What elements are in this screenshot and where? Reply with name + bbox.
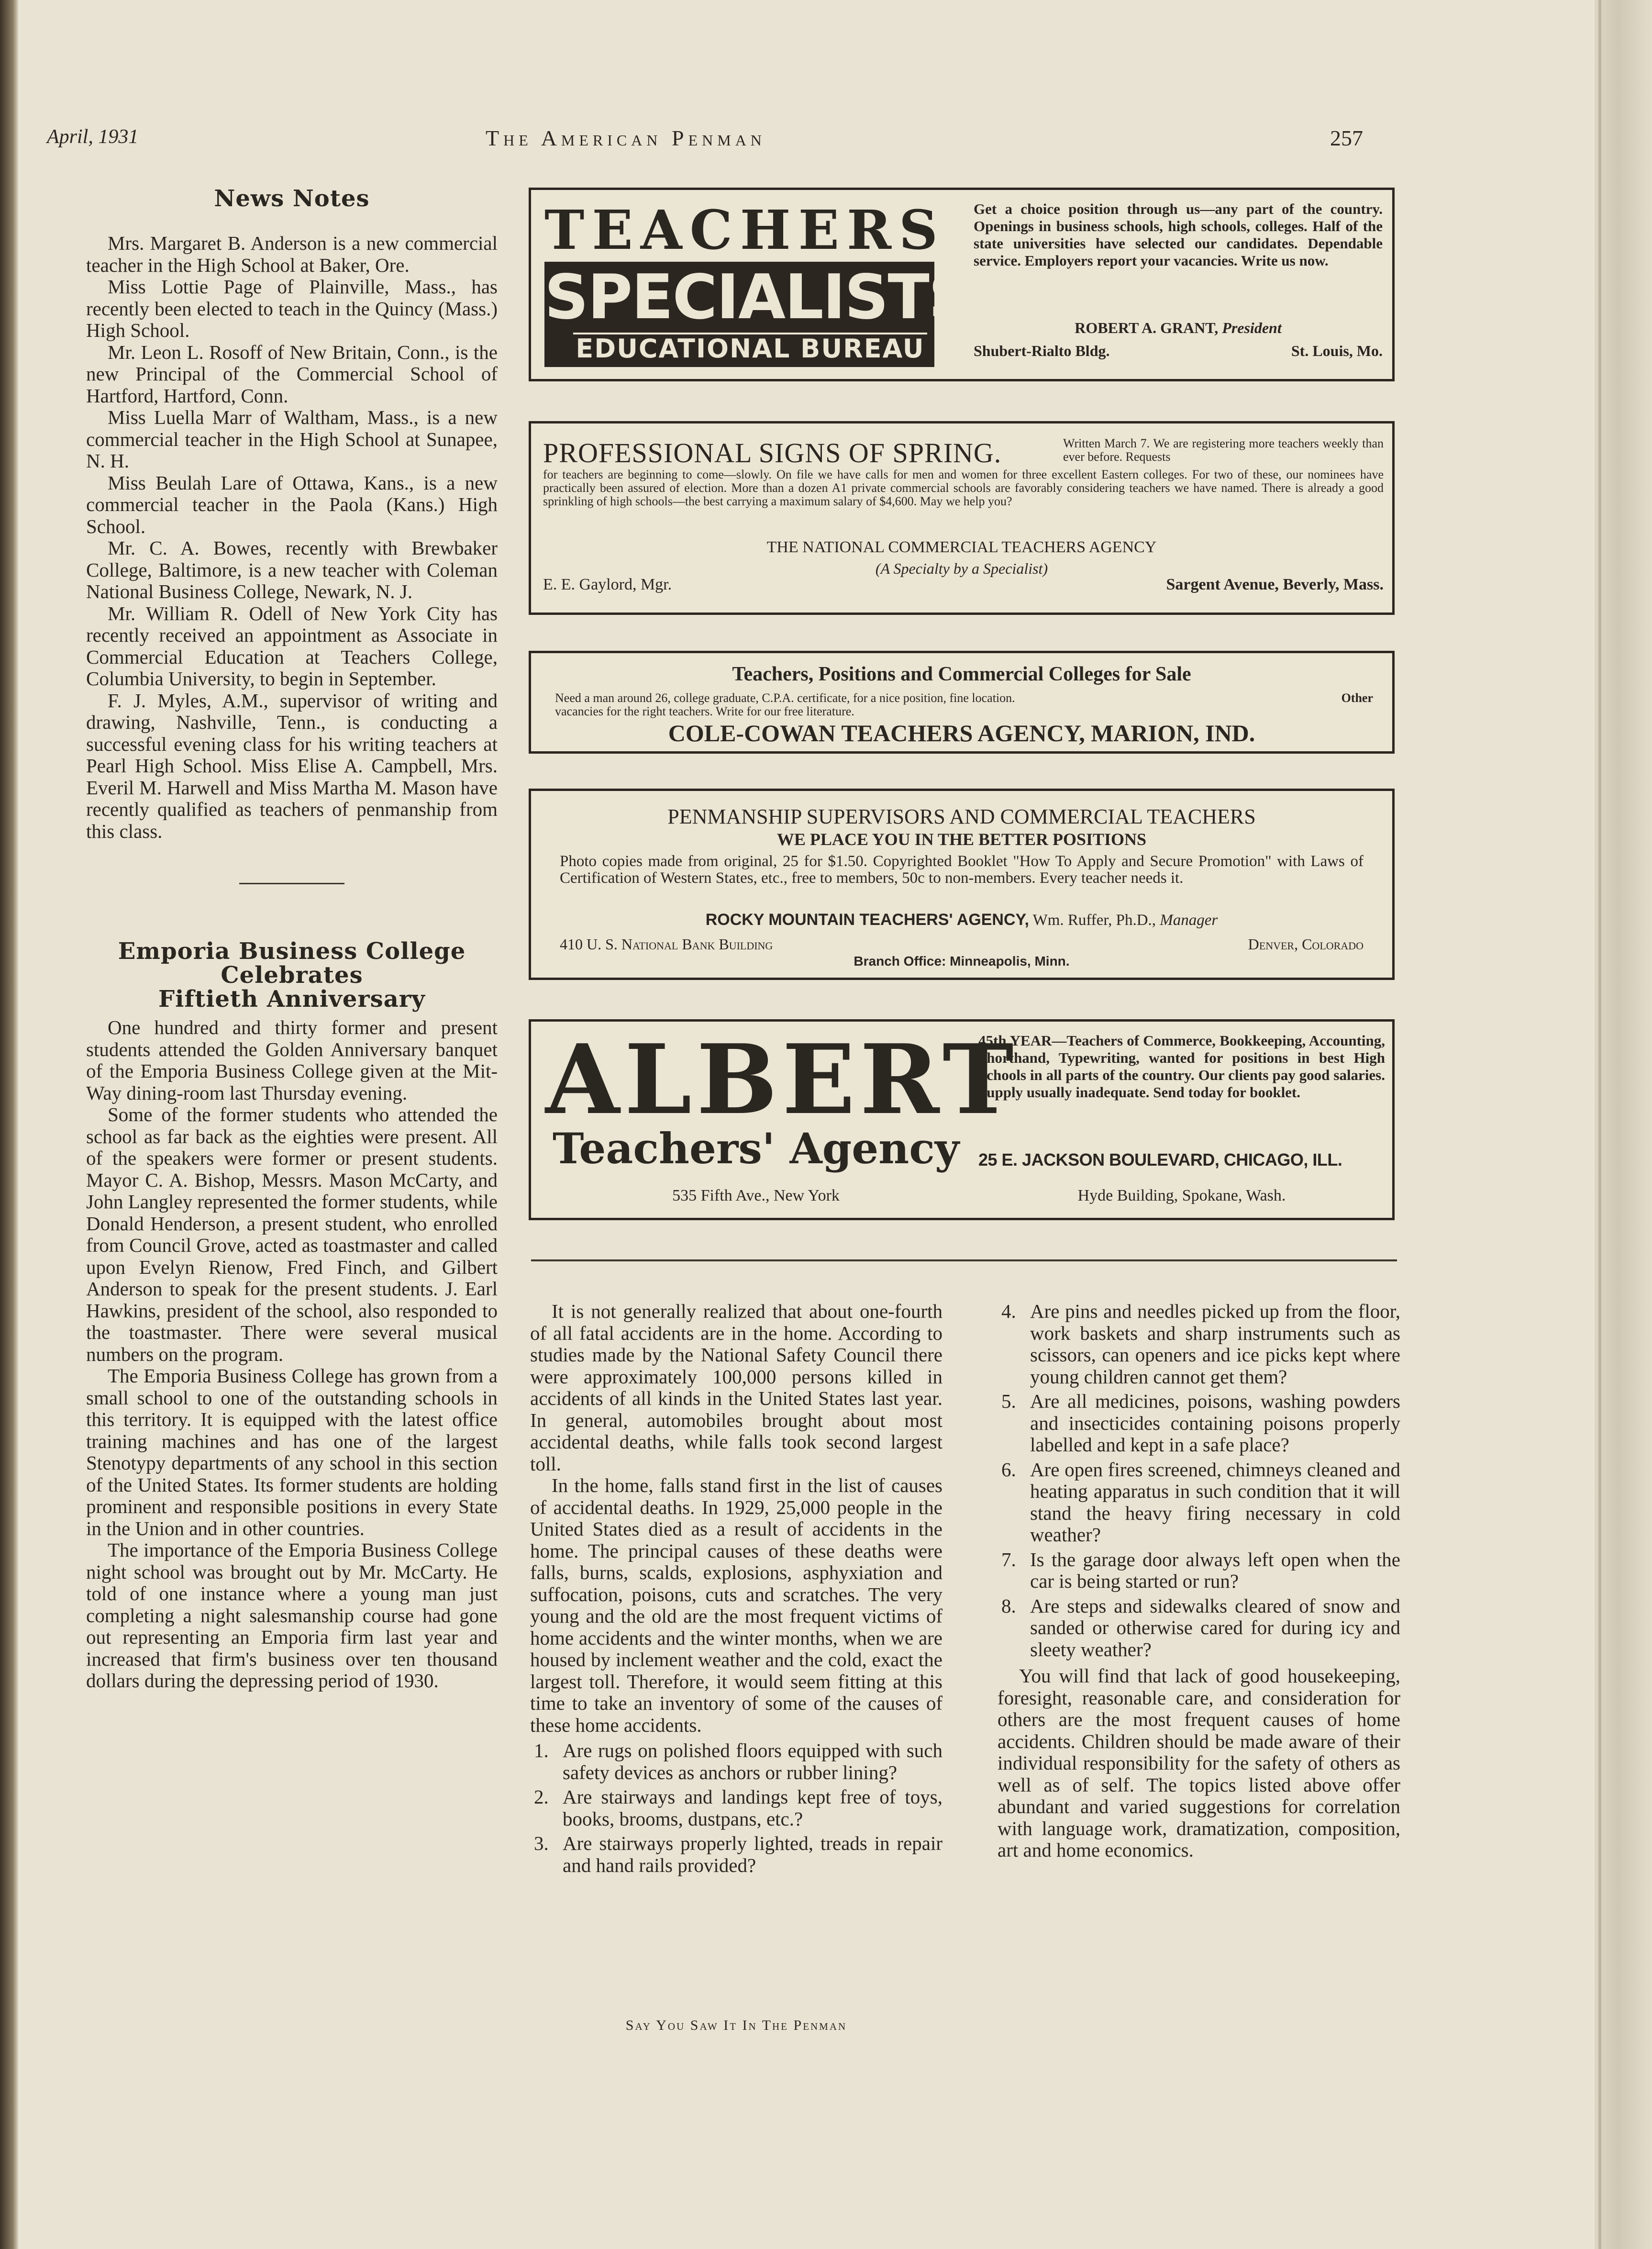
ad-agency-name: THE NATIONAL COMMERCIAL TEACHERS AGENCY <box>766 538 1157 556</box>
article-paragraph: It is not generally realized that about one-fourth of all fatal accidents are in the home. According to studies made by the National Safety Council there were approximately 100,000 persons killed in accidents of all kinds in the United States last year. In general, automobiles brought about most accidental deaths, while falls took second largest toll. <box>530 1300 942 1475</box>
publication-title: The American Penman <box>486 126 766 150</box>
list-text: Are pins and needles picked up from the floor, work baskets and sharp instruments such as scissors, can openers and ice picks kept where young children cannot get them? <box>1030 1300 1400 1388</box>
news-paragraph: Mr. William R. Odell of New York City has recently received an appointment as Associate in Commercial Education at Teachers College, Columbia University, to begin in September. <box>86 602 498 690</box>
list-item <box>998 1595 1400 1661</box>
list-item <box>530 1786 942 1830</box>
ad-address: Sargent Avenue, Beverly, Mass. <box>1166 576 1384 593</box>
ad-wordmark: SPECIALISTS' <box>544 262 990 333</box>
cole-cowan-ad <box>529 651 1395 754</box>
ad-wordmark: TEACHERS <box>544 199 945 262</box>
list-item <box>998 1391 1400 1456</box>
section-divider <box>239 883 344 884</box>
list-number: 7. <box>1001 1548 1016 1570</box>
emporia-paragraph: The importance of the Emporia Business College night school was brought out by Mr. McCarty. He told of one instance where a young man just completing a night salesmanship course had gone out representing an Emporia firm last year and increased that firm's business over ten thousand dollars during the depressing period of 1930. <box>86 1539 498 1692</box>
article-closing: You will find that lack of good housekeeping, foresight, reasonable care, and consideration for others are the most frequent causes of home accidents. Children should be made aware of their individual responsibility for the safety of others as well as of self. The topics listed above offer abundant and varied suggestions for correlation with language work, dramatization, composition, art and home economics. <box>998 1665 1400 1861</box>
accidents-article-left <box>530 1301 942 1879</box>
page-footer: Say You Saw It In The Penman <box>625 2017 847 2033</box>
news-notes-heading: News Notes <box>214 185 370 212</box>
ad-wordmark: ALBERT <box>545 1024 1019 1136</box>
national-commercial-ad <box>529 421 1395 615</box>
ad-city: Denver, Colorado <box>1248 935 1364 953</box>
list-number: 1. <box>534 1739 549 1761</box>
ad-subtitle: WE PLACE YOU IN THE BETTER POSITIONS <box>776 830 1147 849</box>
ad-main-address: 25 E. JACKSON BOULEVARD, CHICAGO, ILL. <box>978 1150 1342 1169</box>
ad-address-row <box>560 935 1364 953</box>
emporia-paragraph: The Emporia Business College has grown from a small school to one of the outstanding schools in this territory. It is equipped with the latest office training machines and has one of the largest Stenotypy departments of any school in this section of the United States. Its former students are holding prominent and responsible positions in every State in the Union and in other countries. <box>86 1365 498 1539</box>
ad-manager-title: Manager <box>1160 912 1218 929</box>
ad-body-text: vacancies for the right teachers. Write for our free literature. <box>555 704 854 718</box>
ad-note: Written March 7. We are registering more teachers weekly than ever before. Requests <box>1063 436 1384 464</box>
issue-date: April, 1931 <box>47 126 139 148</box>
ad-body: for teachers are beginning to come—slowly. On file we have calls for men and women for three excellent Eastern colleges. For two of these, our nominees have practically been assured of election. More than a dozen A1 private commercial schools are favorably considering teachers we have named. There is already a good sprinkling of high schools—the best carrying a maximum salary of $4,600. May we help you? <box>543 468 1384 508</box>
ad-wordmark: Teachers' Agency <box>553 1124 959 1173</box>
list-text: Are open fires screened, chimneys cleaned and heating apparatus in such condition that it will stand the heavy firing necessary in cold weather? <box>1030 1458 1400 1546</box>
list-number: 2. <box>534 1786 549 1808</box>
page-edge <box>1595 0 1652 2249</box>
ad-agency-name: COLE-COWAN TEACHERS AGENCY, MARION, IND. <box>668 720 1255 746</box>
emporia-heading-line: Fiftieth Anniversary <box>158 986 425 1013</box>
news-notes-body <box>86 233 498 842</box>
ad-address: Hyde Building, Spokane, Wash. <box>1077 1187 1286 1204</box>
ad-logo-box <box>544 262 990 367</box>
list-item <box>998 1459 1400 1546</box>
news-paragraph: Miss Lottie Page of Plainville, Mass., has recently been elected to teach in the Quincy (Mass.) High School. <box>86 276 498 341</box>
ad-address-row <box>543 576 1384 594</box>
ad-signature <box>974 319 1383 337</box>
news-paragraph: Mr. C. A. Bowes, recently with Brewbaker College, Baltimore, is a new teacher with Coleman National Business College, Newark, N. J. <box>86 537 498 602</box>
ad-body: 45th YEAR—Teachers of Commerce, Bookkeeping, Accounting, Shorthand, Typewriting, wanted for positions in best High Schools in all parts of the country. Our clients pay good salaries. Supply usually inadequate. Send today for booklet. <box>978 1032 1385 1101</box>
signer-title: President <box>1222 319 1282 336</box>
ad-address-row <box>974 342 1383 360</box>
ad-title: Teachers, Positions and Commercial Colleges for Sale <box>732 663 1191 685</box>
ad-body-text: Other <box>1341 691 1373 705</box>
emporia-paragraph: Some of the former students who attended the school as far back as the eighties were present. All of the speakers were former or present students. Mayor C. A. Bishop, Messrs. Mason McCarty, and John Langley represented the former students, while Donald Henderson, a present student, who enrolled from Council Grove, acted as toastmaster and called upon Evelyn Rienow, Fred Finch, and Gilbert Anderson to speak for the present students. J. Earl Hawkins, president of the school, also responded to the toastmaster. There were several musical numbers on the program. <box>86 1103 498 1365</box>
teachers-specialists-ad <box>529 188 1395 381</box>
ad-building: Shubert-Rialto Bldg. <box>974 342 1110 359</box>
list-number: 6. <box>1001 1458 1016 1481</box>
ad-body-text: Need a man around 26, college graduate, C.P.A. certificate, for a nice position, fine location. <box>555 691 1015 705</box>
emporia-heading-line: Celebrates <box>221 962 363 989</box>
ad-address: 535 Fifth Ave., New York <box>672 1187 840 1204</box>
list-text: Are steps and sidewalks cleared of snow and sanded or otherwise cared for during icy and sleety weather? <box>1030 1594 1400 1660</box>
list-text: Are stairways properly lighted, treads in repair and hand rails provided? <box>563 1832 942 1876</box>
list-item <box>530 1740 942 1783</box>
ad-body <box>555 691 1373 718</box>
binding-edge <box>0 0 18 2249</box>
list-item <box>530 1833 942 1876</box>
ad-wordmark: EDUCATIONAL BUREAU <box>573 333 927 363</box>
list-number: 3. <box>534 1832 549 1854</box>
ad-title: PENMANSHIP SUPERVISORS AND COMMERCIAL TEACHERS <box>667 805 1256 828</box>
list-number: 8. <box>1001 1594 1016 1617</box>
ad-tagline: (A Specialty by a Specialist) <box>875 560 1048 577</box>
news-paragraph: Miss Beulah Lare of Ottawa, Kans., is a new commercial teacher in the Paola (Kans.) High School. <box>86 471 498 537</box>
ad-manager: Wm. Ruffer, Ph.D., <box>1032 912 1156 929</box>
ad-body: Photo copies made from original, 25 for $1.50. Copyrighted Booklet "How To Apply and Secure Promotion" with Laws of Certification of Western States, etc., free to members, 50c to non-members. Every teacher needs it. <box>560 853 1364 887</box>
news-paragraph: F. J. Myles, A.M., supervisor of writing and drawing, Nashville, Tenn., is conducting a successful evening class for his writing teachers at Pearl High School. Miss Elise A. Campbell, Mrs. Everil M. Harwell and Miss Martha M. Mason have recently qualified as teachers of penmanship from this class. <box>86 689 498 842</box>
list-item <box>998 1301 1400 1388</box>
emporia-paragraph: One hundred and thirty former and present students attended the Golden Anniversary banquet of the Emporia Business College given at the Mit-Way dining-room last Thursday evening. <box>86 1016 498 1104</box>
ad-agency-name: ROCKY MOUNTAIN TEACHERS' AGENCY, <box>705 911 1029 929</box>
ad-address: 410 U. S. National Bank Building <box>560 935 773 953</box>
list-text: Are all medicines, poisons, washing powders and insecticides containing poisons properly labelled and kept in a safe place? <box>1030 1390 1400 1456</box>
ad-branch: Branch Office: Minneapolis, Minn. <box>854 954 1070 969</box>
ad-body: Get a choice position through us—any part of the country. Openings in business schools, high schools, colleges. Half of the state universities have selected our candidates. Dependable service. Employers report your vacancies. Write us now. <box>974 200 1383 269</box>
news-paragraph: Miss Luella Marr of Waltham, Mass., is a new commercial teacher in the High School at Sunapee, N. H. <box>86 406 498 472</box>
safety-checklist <box>530 1740 942 1876</box>
albert-agency-ad <box>529 1019 1395 1220</box>
news-paragraph: Mr. Leon L. Rosoff of New Britain, Conn., is the new Principal of the Commercial School of Hartford, Hartford, Conn. <box>86 341 498 407</box>
section-divider <box>531 1259 1397 1261</box>
list-item <box>998 1549 1400 1592</box>
list-text: Are stairways and landings kept free of toys, books, brooms, dustpans, etc.? <box>563 1786 942 1830</box>
emporia-heading <box>86 939 498 1011</box>
article-paragraph: In the home, falls stand first in the list of causes of accidental deaths. In 1929, 25,000 people in the United States died as a result of accidents in the home. The principal causes of these deaths were falls, burns, scalds, explosions, asphyxiation and suffocation, poisons, cuts and scratches. The very young and the old are the most frequent victims of home accidents and the winter months, when we are housed by inclement weather and the cold, exact the largest toll. Therefore, it would seem fitting at this time to take an inventory of some of the causes of these home accidents. <box>530 1474 942 1736</box>
safety-checklist <box>998 1301 1400 1660</box>
list-text: Are rugs on polished floors equipped with such safety devices as anchors or rubber lining? <box>563 1739 942 1783</box>
ad-agency-line <box>531 911 1392 929</box>
rocky-mountain-ad <box>529 789 1395 980</box>
list-number: 5. <box>1001 1390 1016 1412</box>
list-number: 4. <box>1001 1300 1016 1322</box>
ad-title: PROFESSIONAL SIGNS OF SPRING. <box>543 437 1002 468</box>
list-text: Is the garage door always left open when the car is being started or run? <box>1030 1548 1400 1592</box>
ad-manager: E. E. Gaylord, Mgr. <box>543 576 672 593</box>
emporia-heading-line: Emporia Business College <box>118 938 466 965</box>
left-column <box>86 187 498 1692</box>
accidents-article-right <box>998 1301 1400 1861</box>
signer-name: ROBERT A. GRANT, <box>1075 319 1219 336</box>
page-number: 257 <box>1330 126 1363 150</box>
news-paragraph: Mrs. Margaret B. Anderson is a new commercial teacher in the High School at Baker, Ore. <box>86 232 498 276</box>
ad-city: St. Louis, Mo. <box>1291 342 1383 359</box>
